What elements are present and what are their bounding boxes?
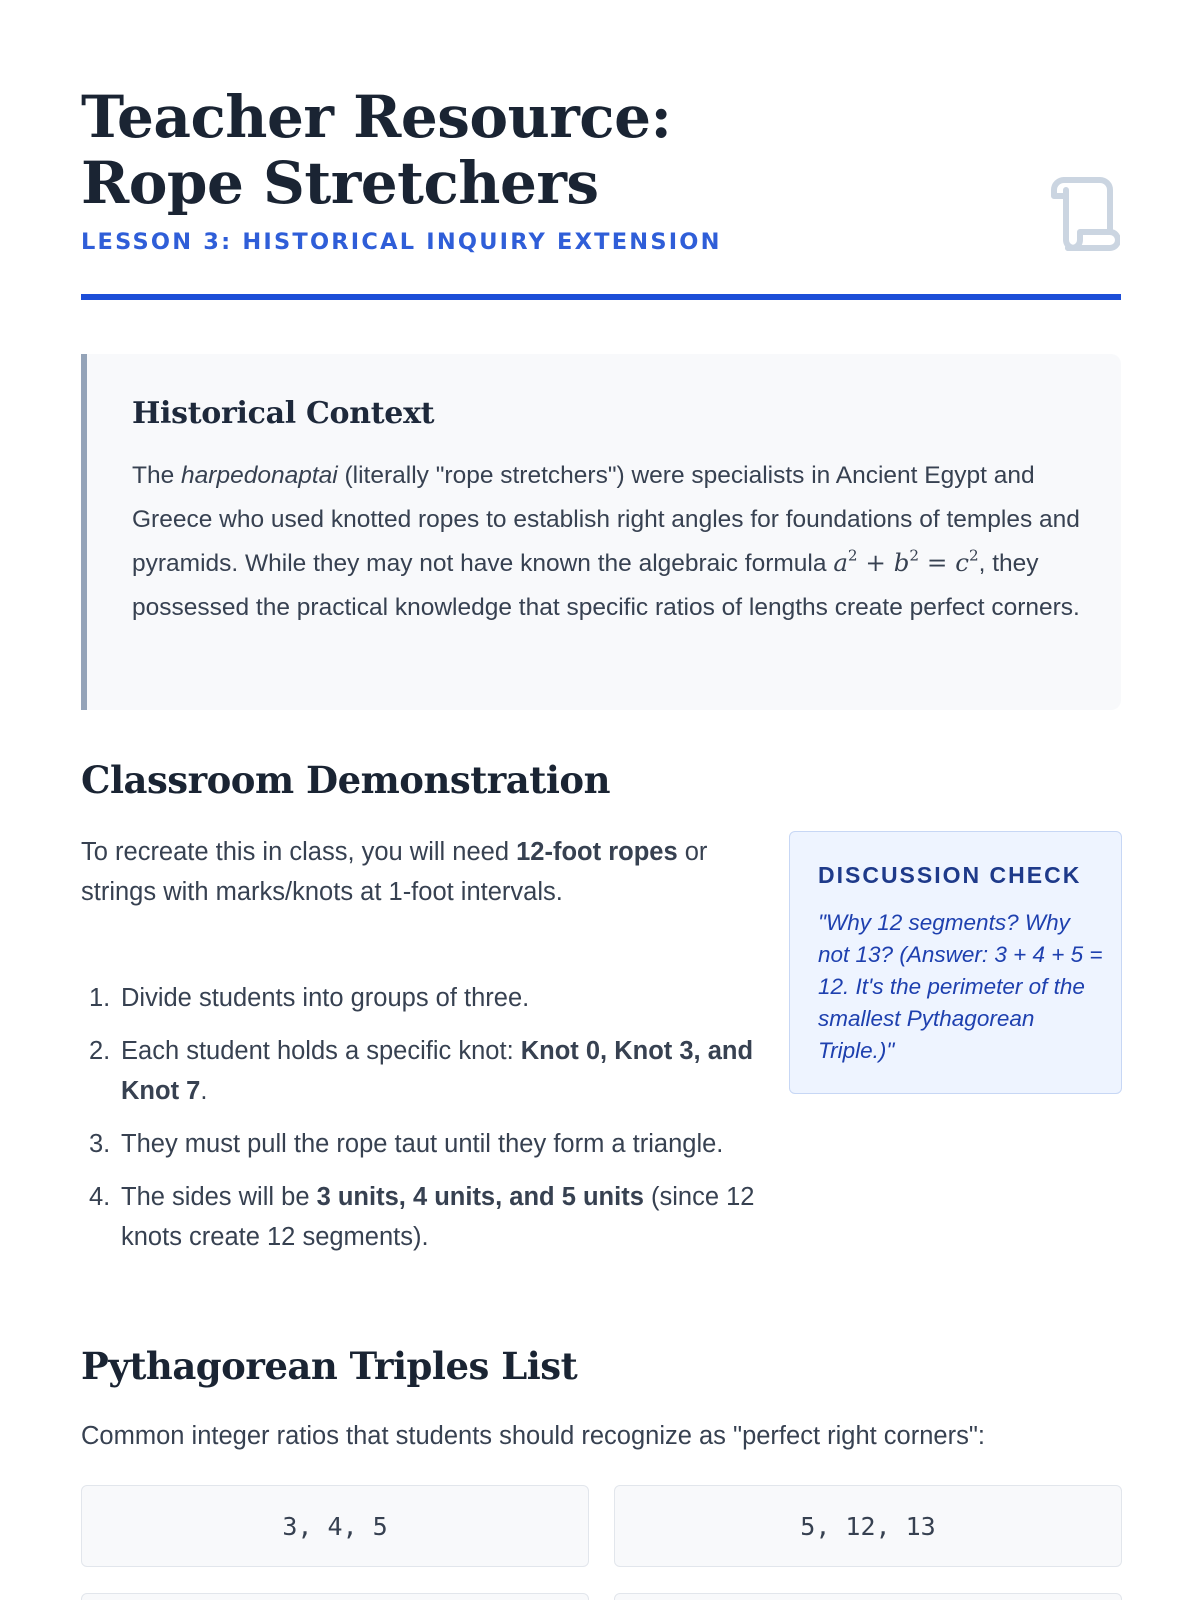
- formula-c: c: [955, 548, 969, 577]
- triples-intro: Common integer ratios that students should recognize as "perfect right corners":: [81, 1422, 985, 1450]
- formula-exp-c: 2: [968, 546, 979, 565]
- step-bold-text: 3 units, 4 units, and 5 units: [316, 1183, 644, 1211]
- context-text-middle: (literally "rope stretchers") were specialists in Ancient Egypt and Greece who used knotted ropes to establish right angles for foundations of temples and pyramids. While they may not have known the algebraic formula: [132, 462, 1080, 577]
- step-text: Divide students into groups of three.: [121, 984, 530, 1012]
- list-item: [81, 1124, 761, 1164]
- intro-text-start: To recreate this in class, you will need: [81, 838, 517, 866]
- step-bold-text: Knot 0, Knot 3, and Knot 7: [121, 1037, 754, 1105]
- step-text: Each student holds a specific knot:: [121, 1037, 521, 1065]
- demonstration-title: Classroom Demonstration: [81, 758, 610, 802]
- formula-plus: +: [865, 548, 886, 577]
- term-harpedonaptai: harpedonaptai: [181, 462, 338, 489]
- step-text-end: .: [200, 1077, 208, 1105]
- triples-title: Pythagorean Triples List: [81, 1344, 578, 1388]
- discussion-check-title: DISCUSSION CHECK: [818, 862, 1082, 888]
- step-text: They must pull the rope taut until they form a triangle.: [121, 1130, 724, 1158]
- historical-context-text: [132, 454, 1087, 629]
- step-number: 3.: [89, 1130, 111, 1158]
- context-text-start: The: [132, 462, 182, 489]
- formula-equals: =: [926, 548, 948, 577]
- formula-exp-a: 2: [847, 546, 858, 565]
- list-item: [81, 978, 761, 1018]
- list-item: [81, 1177, 761, 1257]
- triple-card-partial: [614, 1593, 1122, 1600]
- step-text: The sides will be: [121, 1183, 317, 1211]
- formula-b: b: [893, 548, 910, 577]
- discussion-check-callout: [789, 831, 1122, 1094]
- intro-rope-length: 12-foot ropes: [516, 838, 678, 866]
- formula-a: a: [833, 548, 848, 577]
- pythagorean-formula: [833, 548, 978, 577]
- historical-context-title: Historical Context: [132, 396, 435, 431]
- list-item: [81, 1031, 761, 1111]
- triple-card: 5, 12, 13: [614, 1485, 1122, 1567]
- step-number: 2.: [89, 1037, 111, 1065]
- demonstration-steps: [81, 978, 761, 1270]
- step-text-end: (since 12 knots create 12 segments).: [121, 1183, 755, 1251]
- page-title: Teacher Resource: Rope Stretchers: [81, 83, 672, 217]
- intro-text-end: or strings with marks/knots at 1-foot intervals.: [81, 838, 708, 906]
- scroll-icon: [1040, 176, 1120, 252]
- formula-exp-b: 2: [909, 546, 920, 565]
- header-divider: [81, 294, 1121, 300]
- lesson-subtitle: LESSON 3: HISTORICAL INQUIRY EXTENSION: [81, 229, 722, 255]
- step-number: 4.: [89, 1183, 111, 1211]
- page-header: [81, 84, 1121, 255]
- discussion-check-text: "Why 12 segments? Why not 13? (Answer: 3 + 4 + 5 = 12. It's the perimeter of the smallest Pythagorean Triple.)": [818, 910, 1103, 1063]
- step-number: 1.: [89, 984, 111, 1012]
- triple-card-partial: [81, 1593, 589, 1600]
- triple-card: 3, 4, 5: [81, 1485, 589, 1567]
- historical-context-box: [81, 354, 1121, 710]
- context-text-end: , they possessed the practical knowledge that specific ratios of lengths create perfect corners.: [132, 550, 1080, 621]
- demonstration-intro: [81, 832, 721, 912]
